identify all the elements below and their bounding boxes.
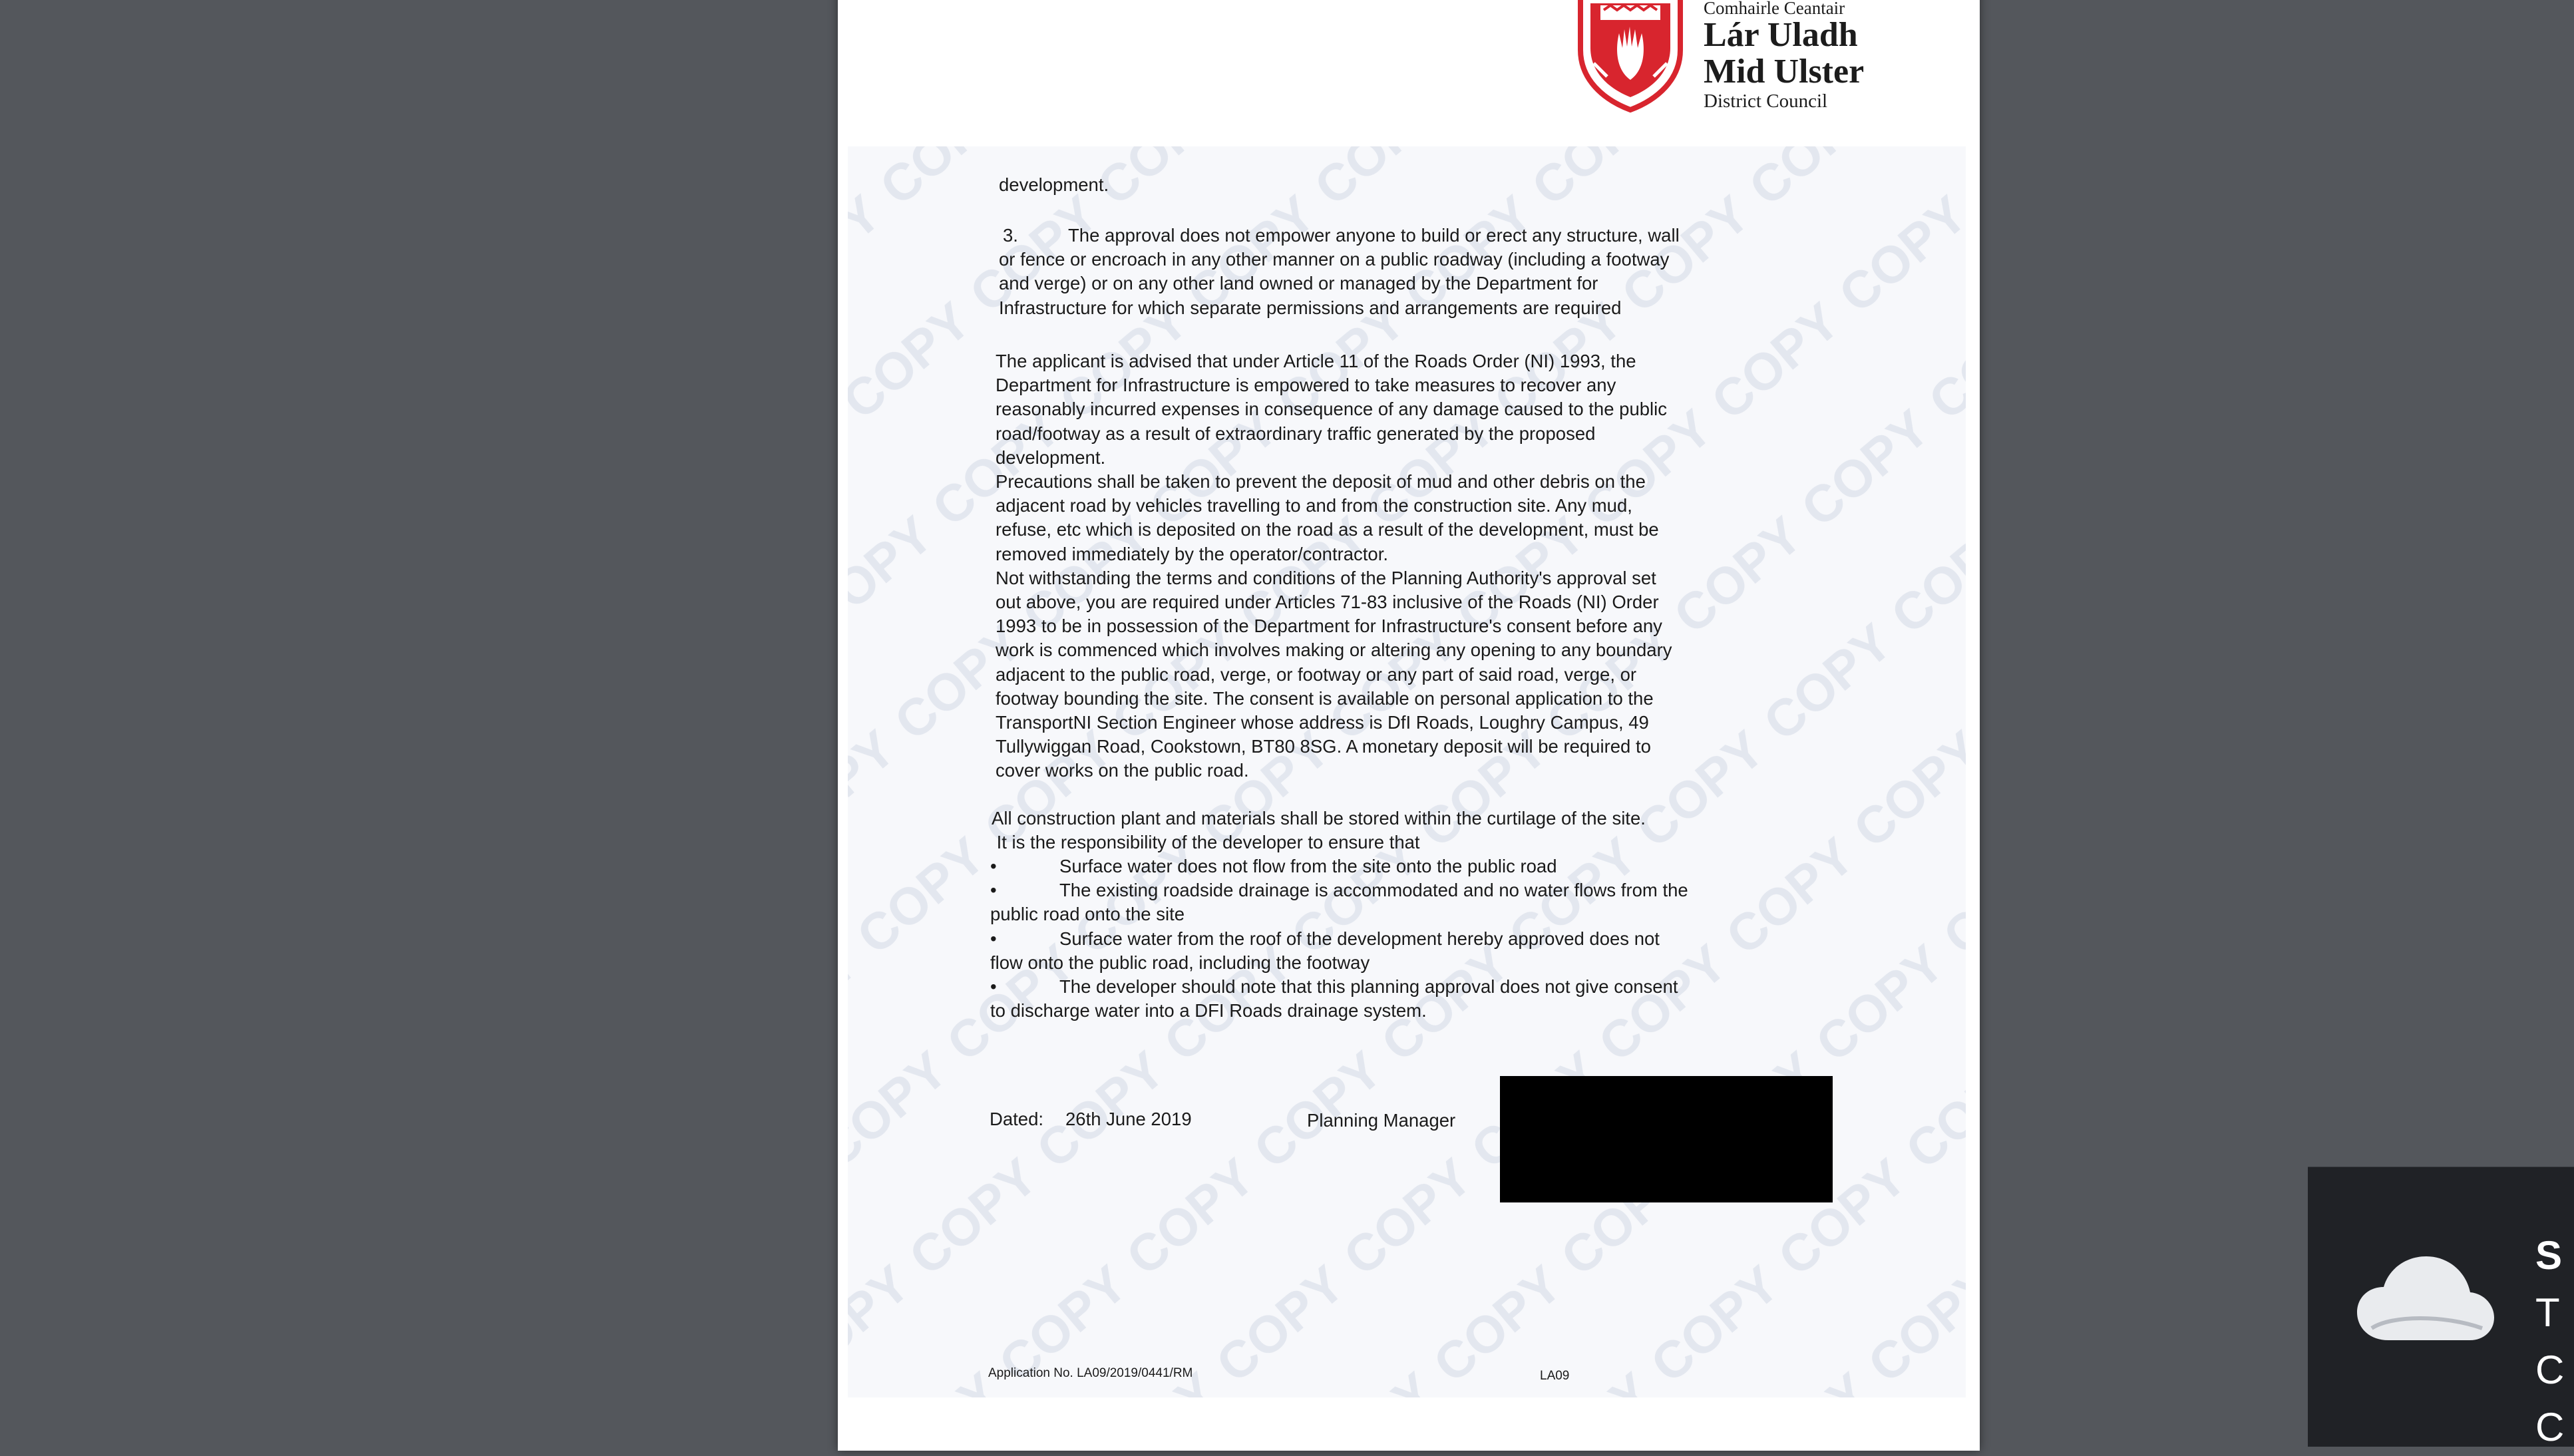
text-line: adjacent road by vehicles travelling to and from the construction site. Any mud,	[996, 495, 1632, 516]
bullet-marker: •	[990, 856, 997, 876]
text-line: to discharge water into a DFI Roads drainage system.	[990, 1000, 1427, 1021]
notification-title: S	[2535, 1233, 2563, 1278]
text-line: out above, you are required under Articles 71-83 inclusive of the Roads (NI) Order	[996, 592, 1659, 613]
text-line: All construction plant and materials shall be stored within the curtilage of the site.	[992, 808, 1646, 828]
text-line: refuse, etc which is deposited on the road as a result of the development, must be	[996, 519, 1659, 540]
scanned-document-area	[848, 146, 1966, 1397]
signatory-label: Planning Manager	[1307, 1110, 1456, 1131]
text-line: work is commenced which involves making or altering any opening to any boundary	[996, 639, 1672, 661]
condition-number: 3.	[1003, 225, 1018, 246]
bullet-item	[990, 878, 1688, 926]
condition-3-text	[999, 224, 1680, 320]
dated-label: Dated:	[990, 1109, 1044, 1129]
bullet-item	[990, 854, 1688, 878]
bullet-marker: •	[990, 976, 997, 998]
document-page	[838, 0, 1980, 1451]
footer-application-number: Application No. LA09/2019/0441/RM	[988, 1366, 1193, 1380]
text-line: Not withstanding the terms and conditions of the Planning Authority's approval set	[996, 567, 1656, 588]
text-line: Infrastructure for which separate permissions and arrangements are required	[999, 297, 1622, 318]
text-line: and verge) or on any other land owned or managed by the Department for	[999, 273, 1598, 294]
text-line: cover works on the public road.	[996, 760, 1249, 781]
informatives-paragraph	[996, 349, 1672, 783]
bullet-list	[990, 854, 1688, 1023]
text-line: 1993 to be in possession of the Department for Infrastructure's consent before any	[996, 616, 1662, 637]
notification-line: T	[2535, 1290, 2560, 1335]
council-name-english: Mid Ulster	[1704, 53, 1865, 91]
text-line: Precautions shall be taken to prevent the deposit of mud and other debris on the	[996, 471, 1646, 492]
text-line: removed immediately by the operator/contractor.	[996, 543, 1389, 564]
onedrive-notification[interactable]	[2308, 1167, 2574, 1447]
council-crest-logo	[1574, 0, 1687, 113]
storage-paragraph	[992, 807, 1646, 854]
text-line: flow onto the public road, including the footway	[990, 952, 1370, 973]
bullet-item	[990, 975, 1688, 1023]
text-line: The applicant is advised that under Article 11 of the Roads Order (NI) 1993, the	[996, 351, 1636, 371]
text-line: road/footway as a result of extraordinary traffic generated by the proposed	[996, 423, 1596, 444]
council-name-irish: Lár Uladh	[1704, 16, 1858, 54]
text-line: adjacent to the public road, verge, or footway or any part of said road, verge, or	[996, 663, 1637, 685]
text-line: TransportNI Section Engineer whose address is DfI Roads, Loughry Campus, 49	[996, 712, 1649, 733]
footer-code: LA09	[1540, 1369, 1570, 1383]
text-line: Department for Infrastructure is empowered to take measures to recover any	[996, 375, 1616, 396]
text-line: reasonably incurred expenses in consequence of any damage caused to the public	[996, 399, 1668, 420]
bullet-marker: •	[990, 928, 997, 949]
text-line: Surface water does not flow from the site onto the public road	[1059, 856, 1557, 876]
text-line: development.	[996, 447, 1106, 468]
bullet-item	[990, 927, 1688, 975]
letterhead	[1574, 0, 1920, 113]
notification-line: C	[2535, 1348, 2565, 1392]
text-line: The developer should note that this planning approval does not give consent	[1059, 976, 1678, 998]
text-line: footway bounding the site. The consent is available on personal application to the	[996, 687, 1654, 709]
council-name	[1704, 0, 1923, 112]
text-line: development.	[999, 174, 1109, 195]
text-line: It is the responsibility of the developer to ensure that	[992, 832, 1420, 853]
onedrive-cloud-icon	[2352, 1254, 2498, 1347]
notification-text	[2535, 1227, 2564, 1456]
text-line: The existing roadside drainage is accommodated and no water flows from the	[1059, 880, 1688, 901]
council-name-irish-line: Comhairle Ceantair	[1704, 0, 1845, 18]
text-line: public road onto the site	[990, 904, 1185, 925]
text-line: Surface water from the roof of the development hereby approved does not	[1059, 928, 1660, 949]
signature-redaction	[1500, 1076, 1833, 1202]
bullet-marker: •	[990, 880, 997, 901]
text-line: The approval does not empower anyone to build or erect any structure, wall	[1068, 225, 1680, 246]
council-name-subtitle: District Council	[1704, 91, 1828, 112]
paragraph-development	[999, 173, 1109, 197]
text-line: Tullywiggan Road, Cookstown, BT80 8SG. A monetary deposit will be required to	[996, 736, 1651, 757]
notification-line: C	[2535, 1405, 2565, 1449]
text-line: or fence or encroach in any other manner on a public roadway (including a footway	[999, 249, 1670, 270]
dated-value: 26th June 2019	[1065, 1109, 1192, 1129]
